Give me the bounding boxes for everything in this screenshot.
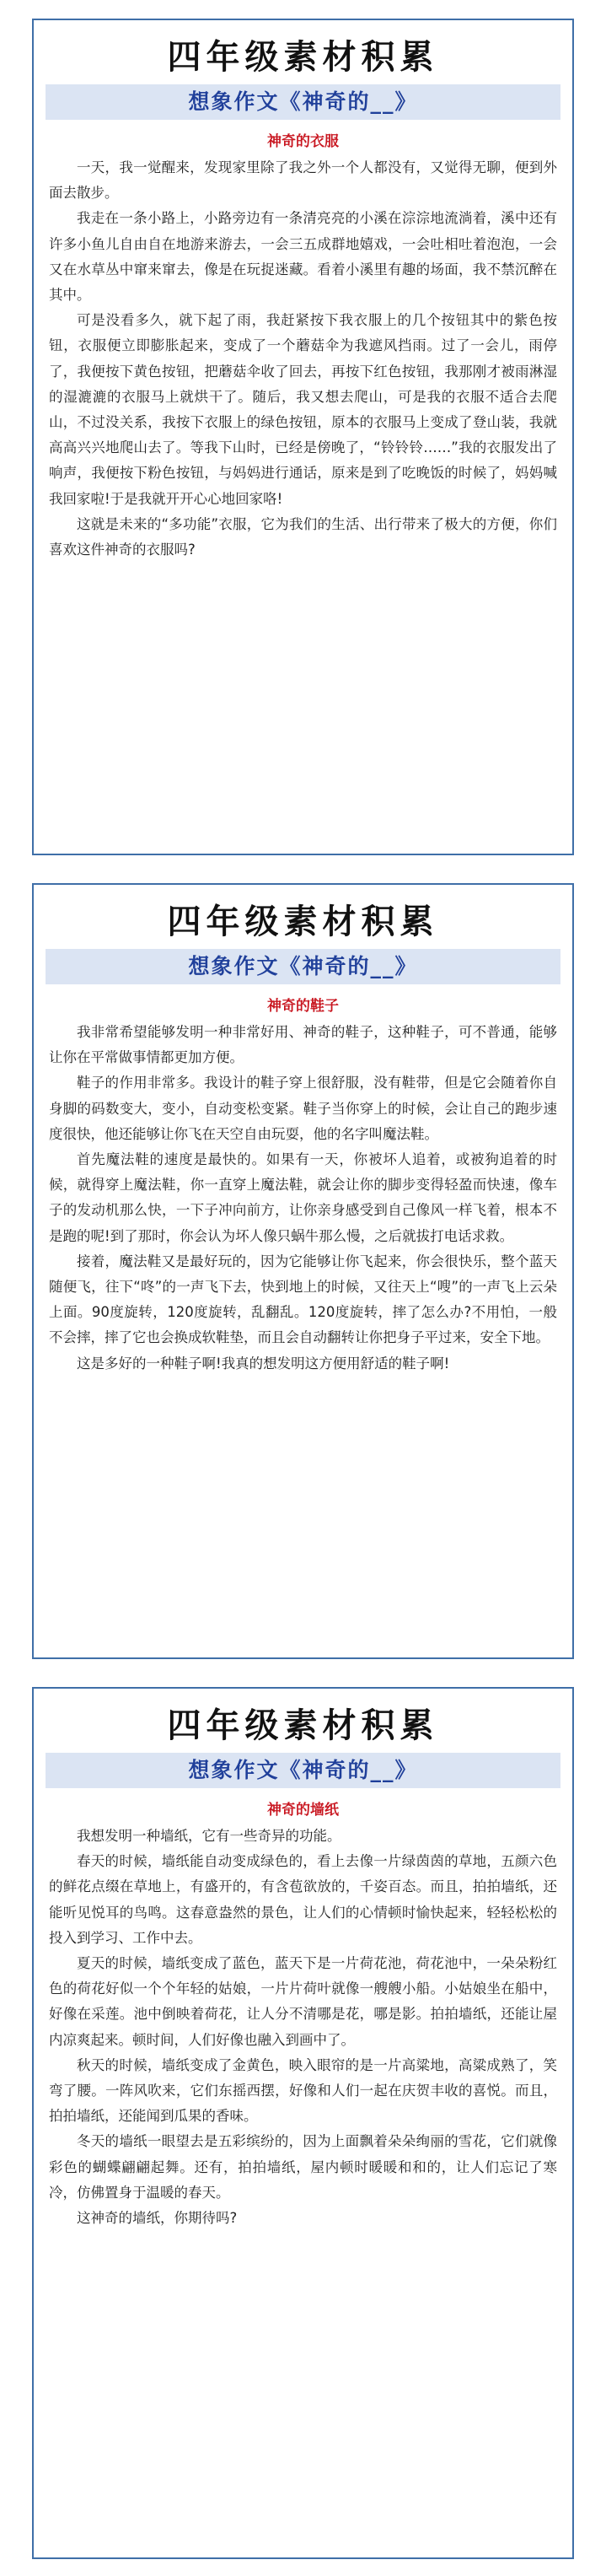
essay-title: 神奇的鞋子 bbox=[267, 998, 339, 1015]
card-title: 四年级素材积累 bbox=[167, 1706, 439, 1745]
paragraph: 这是多好的一种鞋子啊!我真的想发明这方便用舒适的鞋子啊! bbox=[77, 1355, 450, 1372]
paragraph: 首先魔法鞋的速度是最快的。如果有一天，你被坏人追着，或被狗追着的时候，就得穿上魔法鞋，你一直穿上魔法鞋，就会让你的脚步变得轻盈而快速，像车子的发动机那么快，一下子冲向前方，让你亲身感受到自己像风一样飞着，根本不是跑的呢!到了那时，你会认为坏人像只蜗牛那么慢，之后就拔打电话求救。 bbox=[49, 1151, 557, 1244]
card-subtitle: 想象作文《神奇的__》 bbox=[46, 84, 560, 120]
essay-card-2 bbox=[32, 883, 574, 1659]
card-subtitle: 想象作文《神奇的__》 bbox=[46, 949, 560, 984]
paragraph: 春天的时候，墙纸能自动变成绿色的，看上去像一片绿茵茵的草地，五颜六色的鲜花点缀在草地上，有盛开的，有含苞欲放的，千姿百态。而且，拍拍墙纸，还能听见悦耳的鸟鸣。这春意盎然的景色，让人们的心情顿时愉快起来，轻轻松松的投入到学习、工作中去。 bbox=[49, 1853, 557, 1946]
card-title: 四年级素材积累 bbox=[167, 902, 439, 941]
paragraph: 鞋子的作用非常多。我设计的鞋子穿上很舒服，没有鞋带，但是它会随着你自身脚的码数变大，变小，自动变松变紧。鞋子当你穿上的时候，会让自己的跑步速度很快，他还能够让你飞在天空自由玩耍，他的名字叫魔法鞋。 bbox=[49, 1075, 557, 1142]
essay-title: 神奇的墙纸 bbox=[267, 1802, 339, 1819]
card-title: 四年级素材积累 bbox=[167, 37, 439, 77]
paragraph: 夏天的时候，墙纸变成了蓝色，蓝天下是一片荷花池，荷花池中，一朵朵粉红色的荷花好似一个个年轻的姑娘，一片片荷叶就像一艘艘小船。小姑娘坐在船中，好像在采莲。池中倒映着荷花，让人分不清哪是花，哪是影。拍拍墙纸，还能让屋内凉爽起来。顿时间，人们好像也融入到画中了。 bbox=[49, 1955, 557, 2048]
essay-body bbox=[34, 1822, 572, 2231]
paragraph: 秋天的时候，墙纸变成了金黄色，映入眼帘的是一片高粱地，高粱成熟了，笑弯了腰。一阵风吹来，它们东摇西摆，好像和人们一起在庆贺丰收的喜悦。而且，拍拍墙纸，还能闻到瓜果的香味。 bbox=[49, 2056, 557, 2125]
essay-card-3 bbox=[32, 1687, 574, 2559]
essay-body bbox=[34, 154, 572, 563]
paragraph: 这就是未来的“多功能”衣服，它为我们的生活、出行带来了极大的方便，你们喜欢这件神奇的衣服吗? bbox=[49, 515, 557, 558]
paragraph: 我想发明一种墙纸，它有一些奇异的功能。 bbox=[77, 1828, 341, 1844]
paragraph: 接着，魔法鞋又是最好玩的，因为它能够让你飞起来，你会很快乐，整个蓝天随便飞，往下“咚”的一声飞下去，快到地上的时候，又往天上“嗖”的一声飞上云朵上面。90度旋转，120度旋转，乱翻乱。120度旋转，摔了怎么办?不用怕，一般不会摔，摔了它也会换成软鞋垫，而且会自动翻转让你把身子平过来，安全下地。 bbox=[49, 1253, 557, 1346]
essay-title: 神奇的衣服 bbox=[267, 133, 339, 150]
paragraph: 这神奇的墙纸，你期待吗? bbox=[77, 2210, 238, 2227]
essay-card-1 bbox=[32, 19, 574, 855]
paragraph: 一天，我一觉醒来，发现家里除了我之外一个人都没有，又觉得无聊，便到外面去散步。 bbox=[49, 159, 557, 202]
paragraph: 可是没看多久，就下起了雨，我赶紧按下我衣服上的几个按钮其中的紫色按钮，衣服便立即膨胀起来，变成了一个蘑菇伞为我遮风挡雨。过了一会儿，雨停了，我便按下黄色按钮，把蘑菇伞收了回去，再按下红色按钮，我那刚才被雨淋湿的湿漉漉的衣服马上就烘干了。随后，我又想去爬山，可是我的衣服不适合去爬山，不过没关系，我按下衣服上的绿色按钮，原本的衣服马上变成了登山装，我就高高兴兴地爬山去了。等我下山时，已经是傍晚了，“铃铃铃……”我的衣服发出了响声，我便按下粉色按钮，与妈妈进行通话，原来是到了吃晚饭的时候了，妈妈喊我回家啦!于是我就开开心心地回家咯! bbox=[49, 312, 557, 507]
card-subtitle: 想象作文《神奇的__》 bbox=[46, 1753, 560, 1788]
paragraph: 冬天的墙纸一眼望去是五彩缤纷的，因为上面飘着朵朵绚丽的雪花，它们就像彩色的蝴蝶翩翩起舞。还有，拍拍墙纸，屋内顿时暖暖和和的，让人们忘记了寒冷，仿佛置身于温暖的春天。 bbox=[49, 2133, 557, 2201]
paragraph: 我非常希望能够发明一种非常好用、神奇的鞋子，这种鞋子，可不普通，能够让你在平常做事情都更加方便。 bbox=[49, 1024, 557, 1066]
paragraph: 我走在一条小路上，小路旁边有一条清亮亮的小溪在淙淙地流淌着，溪中还有许多小鱼儿自由自在地游来游去，一会三五成群地嬉戏，一会吐相吐着泡泡，一会又在水草丛中窜来窜去，像是在玩捉迷藏。看着小溪里有趣的场面，我不禁沉醉在其中。 bbox=[49, 210, 557, 304]
essay-body bbox=[34, 1018, 572, 1377]
